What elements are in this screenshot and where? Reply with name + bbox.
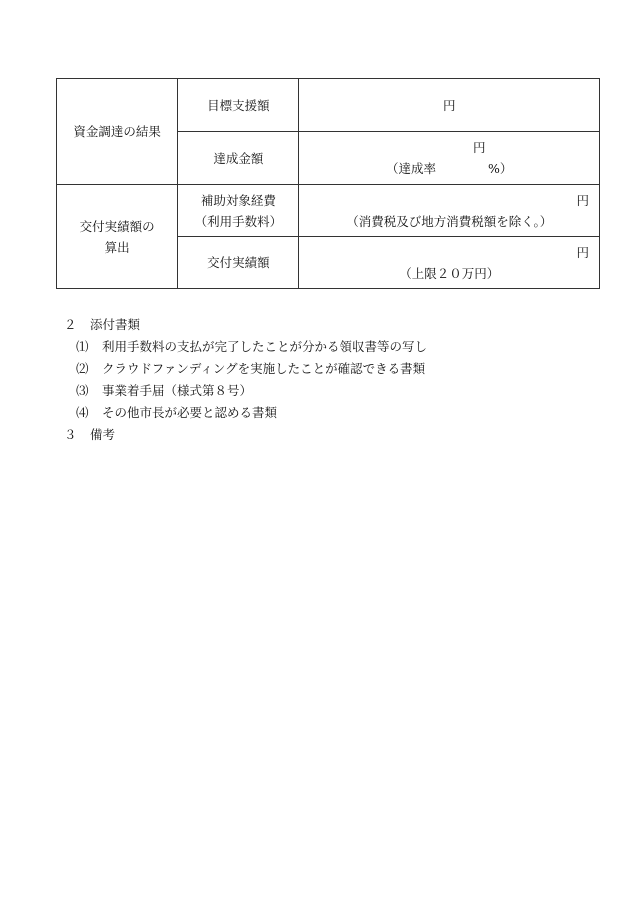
target-support-value-cell[interactable] (299, 79, 600, 132)
grant-calc-header-cell (57, 185, 178, 289)
list-item-mark: ⑷ (76, 405, 89, 420)
list-item (64, 336, 427, 358)
list-item (64, 358, 427, 380)
list-item-mark: ⑶ (76, 383, 89, 398)
grant-amount-yen: 円 (576, 244, 589, 260)
eligible-cost-label: 補助対象経費 (200, 192, 276, 208)
list-item (64, 380, 427, 402)
table-row (57, 185, 600, 237)
list-item (64, 402, 427, 424)
achievement-rate-unit: %） (488, 161, 513, 176)
target-support-label: 目標支援額 (207, 97, 270, 113)
funding-result-header-cell (57, 79, 178, 185)
attachments-section (64, 314, 427, 446)
achieved-amount-yen: 円 (472, 140, 486, 155)
list-item-text: その他市長が必要と認める書類 (102, 405, 278, 420)
list-item-text: クラウドファンディングを実施したことが確認できる書類 (102, 361, 426, 376)
attachments-heading-label: 添付書類 (90, 317, 141, 332)
achieved-amount-label-cell (178, 132, 299, 185)
list-item-text: 利用手数料の支払が完了したことが分かる領収書等の写し (102, 339, 428, 354)
results-table (56, 78, 600, 289)
upper-limit-note: （上限２０万円） (399, 265, 500, 281)
eligible-cost-sublabel: （利用手数料） (194, 213, 283, 229)
list-item-mark: ⑵ (76, 361, 89, 376)
grant-calc-label-line1: 交付実績額の (79, 218, 155, 234)
remarks-heading-number: ３ (64, 427, 77, 442)
attachments-heading (64, 314, 427, 336)
achievement-rate-label: （達成率 (386, 161, 437, 176)
list-item-text: 事業着手届（様式第８号） (102, 383, 253, 398)
tax-exclusion-note: （消費税及び地方消費税額を除く。） (346, 213, 553, 229)
remarks-heading (64, 424, 427, 446)
achieved-amount-label: 達成金額 (213, 150, 264, 166)
list-item-mark: ⑴ (76, 339, 89, 354)
attachments-heading-number: ２ (64, 317, 77, 332)
grant-amount-label: 交付実績額 (207, 255, 270, 270)
remarks-heading-label: 備考 (90, 427, 116, 442)
funding-result-label: 資金調達の結果 (73, 124, 161, 139)
eligible-cost-label-cell (178, 185, 299, 237)
grant-amount-value-cell[interactable] (299, 237, 600, 289)
eligible-cost-yen: 円 (576, 192, 589, 208)
eligible-cost-value-cell[interactable] (299, 185, 600, 237)
table-row (57, 79, 600, 132)
target-support-label-cell (178, 79, 299, 132)
target-support-yen: 円 (442, 97, 456, 113)
grant-calc-label-line2: 算出 (104, 239, 130, 255)
grant-amount-label-cell (178, 237, 299, 289)
achieved-amount-value-cell[interactable] (299, 132, 600, 185)
